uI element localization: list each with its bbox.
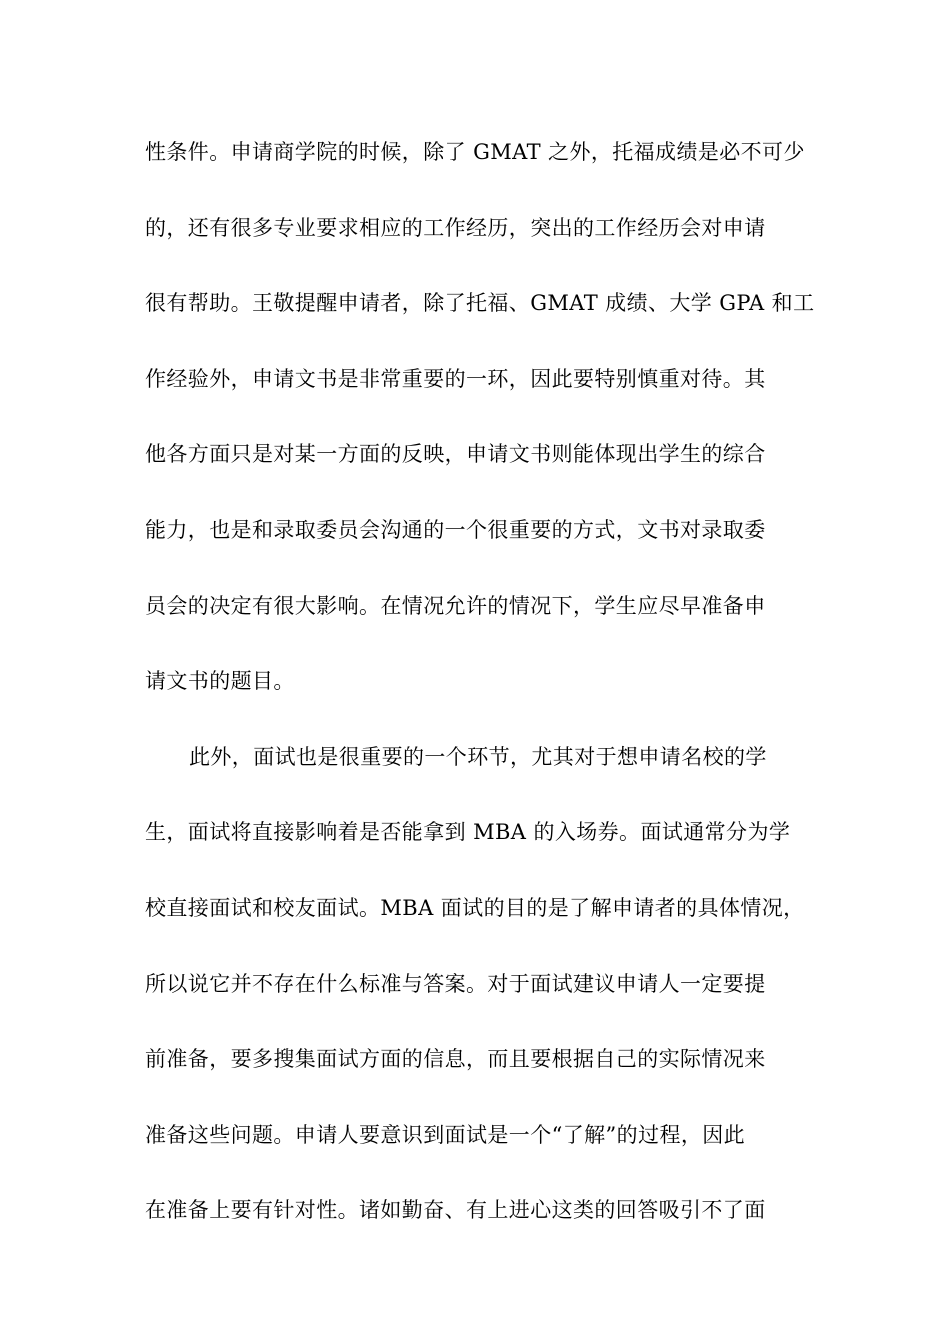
text-line: 所以说它并不存在什么标准与答案。对于面试建议申请人一定要提 — [145, 971, 766, 996]
text-line: 请文书的题目。 — [145, 669, 295, 694]
text-line: 的，还有很多专业要求相应的工作经历，突出的工作经历会对申请 — [145, 215, 766, 240]
text-line: 他各方面只是对某一方面的反映，申请文书则能体现出学生的综合 — [145, 442, 766, 467]
text-line: 校直接面试和校友面试。MBA 面试的目的是了解申请者的具体情况， — [145, 895, 805, 920]
text-line: 生，面试将直接影响着是否能拿到 MBA 的入场券。面试通常分为学 — [145, 820, 791, 845]
text-line: 能力，也是和录取委员会沟通的一个很重要的方式，文书对录取委 — [145, 517, 766, 542]
text-line: 员会的决定有很大影响。在情况允许的情况下，学生应尽早准备申 — [145, 593, 766, 618]
text-line-indented: 此外，面试也是很重要的一个环节，尤其对于想申请名校的学 — [189, 744, 767, 769]
text-line: 很有帮助。王敬提醒申请者，除了托福、GMAT 成绩、大学 GPA 和工 — [145, 291, 815, 316]
text-line: 准备这些问题。申请人要意识到面试是一个“了解”的过程，因此 — [145, 1122, 746, 1147]
text-line: 性条件。申请商学院的时候，除了 GMAT 之外，托福成绩是必不可少 — [145, 140, 805, 164]
text-line: 在准备上要有针对性。诸如勤奋、有上进心这类的回答吸引不了面 — [145, 1198, 766, 1223]
text-line: 前准备，要多搜集面试方面的信息，而且要根据自己的实际情况来 — [145, 1047, 766, 1072]
text-line: 作经验外，申请文书是非常重要的一环，因此要特别慎重对待。其 — [145, 366, 766, 391]
document-body — [145, 127, 825, 1261]
